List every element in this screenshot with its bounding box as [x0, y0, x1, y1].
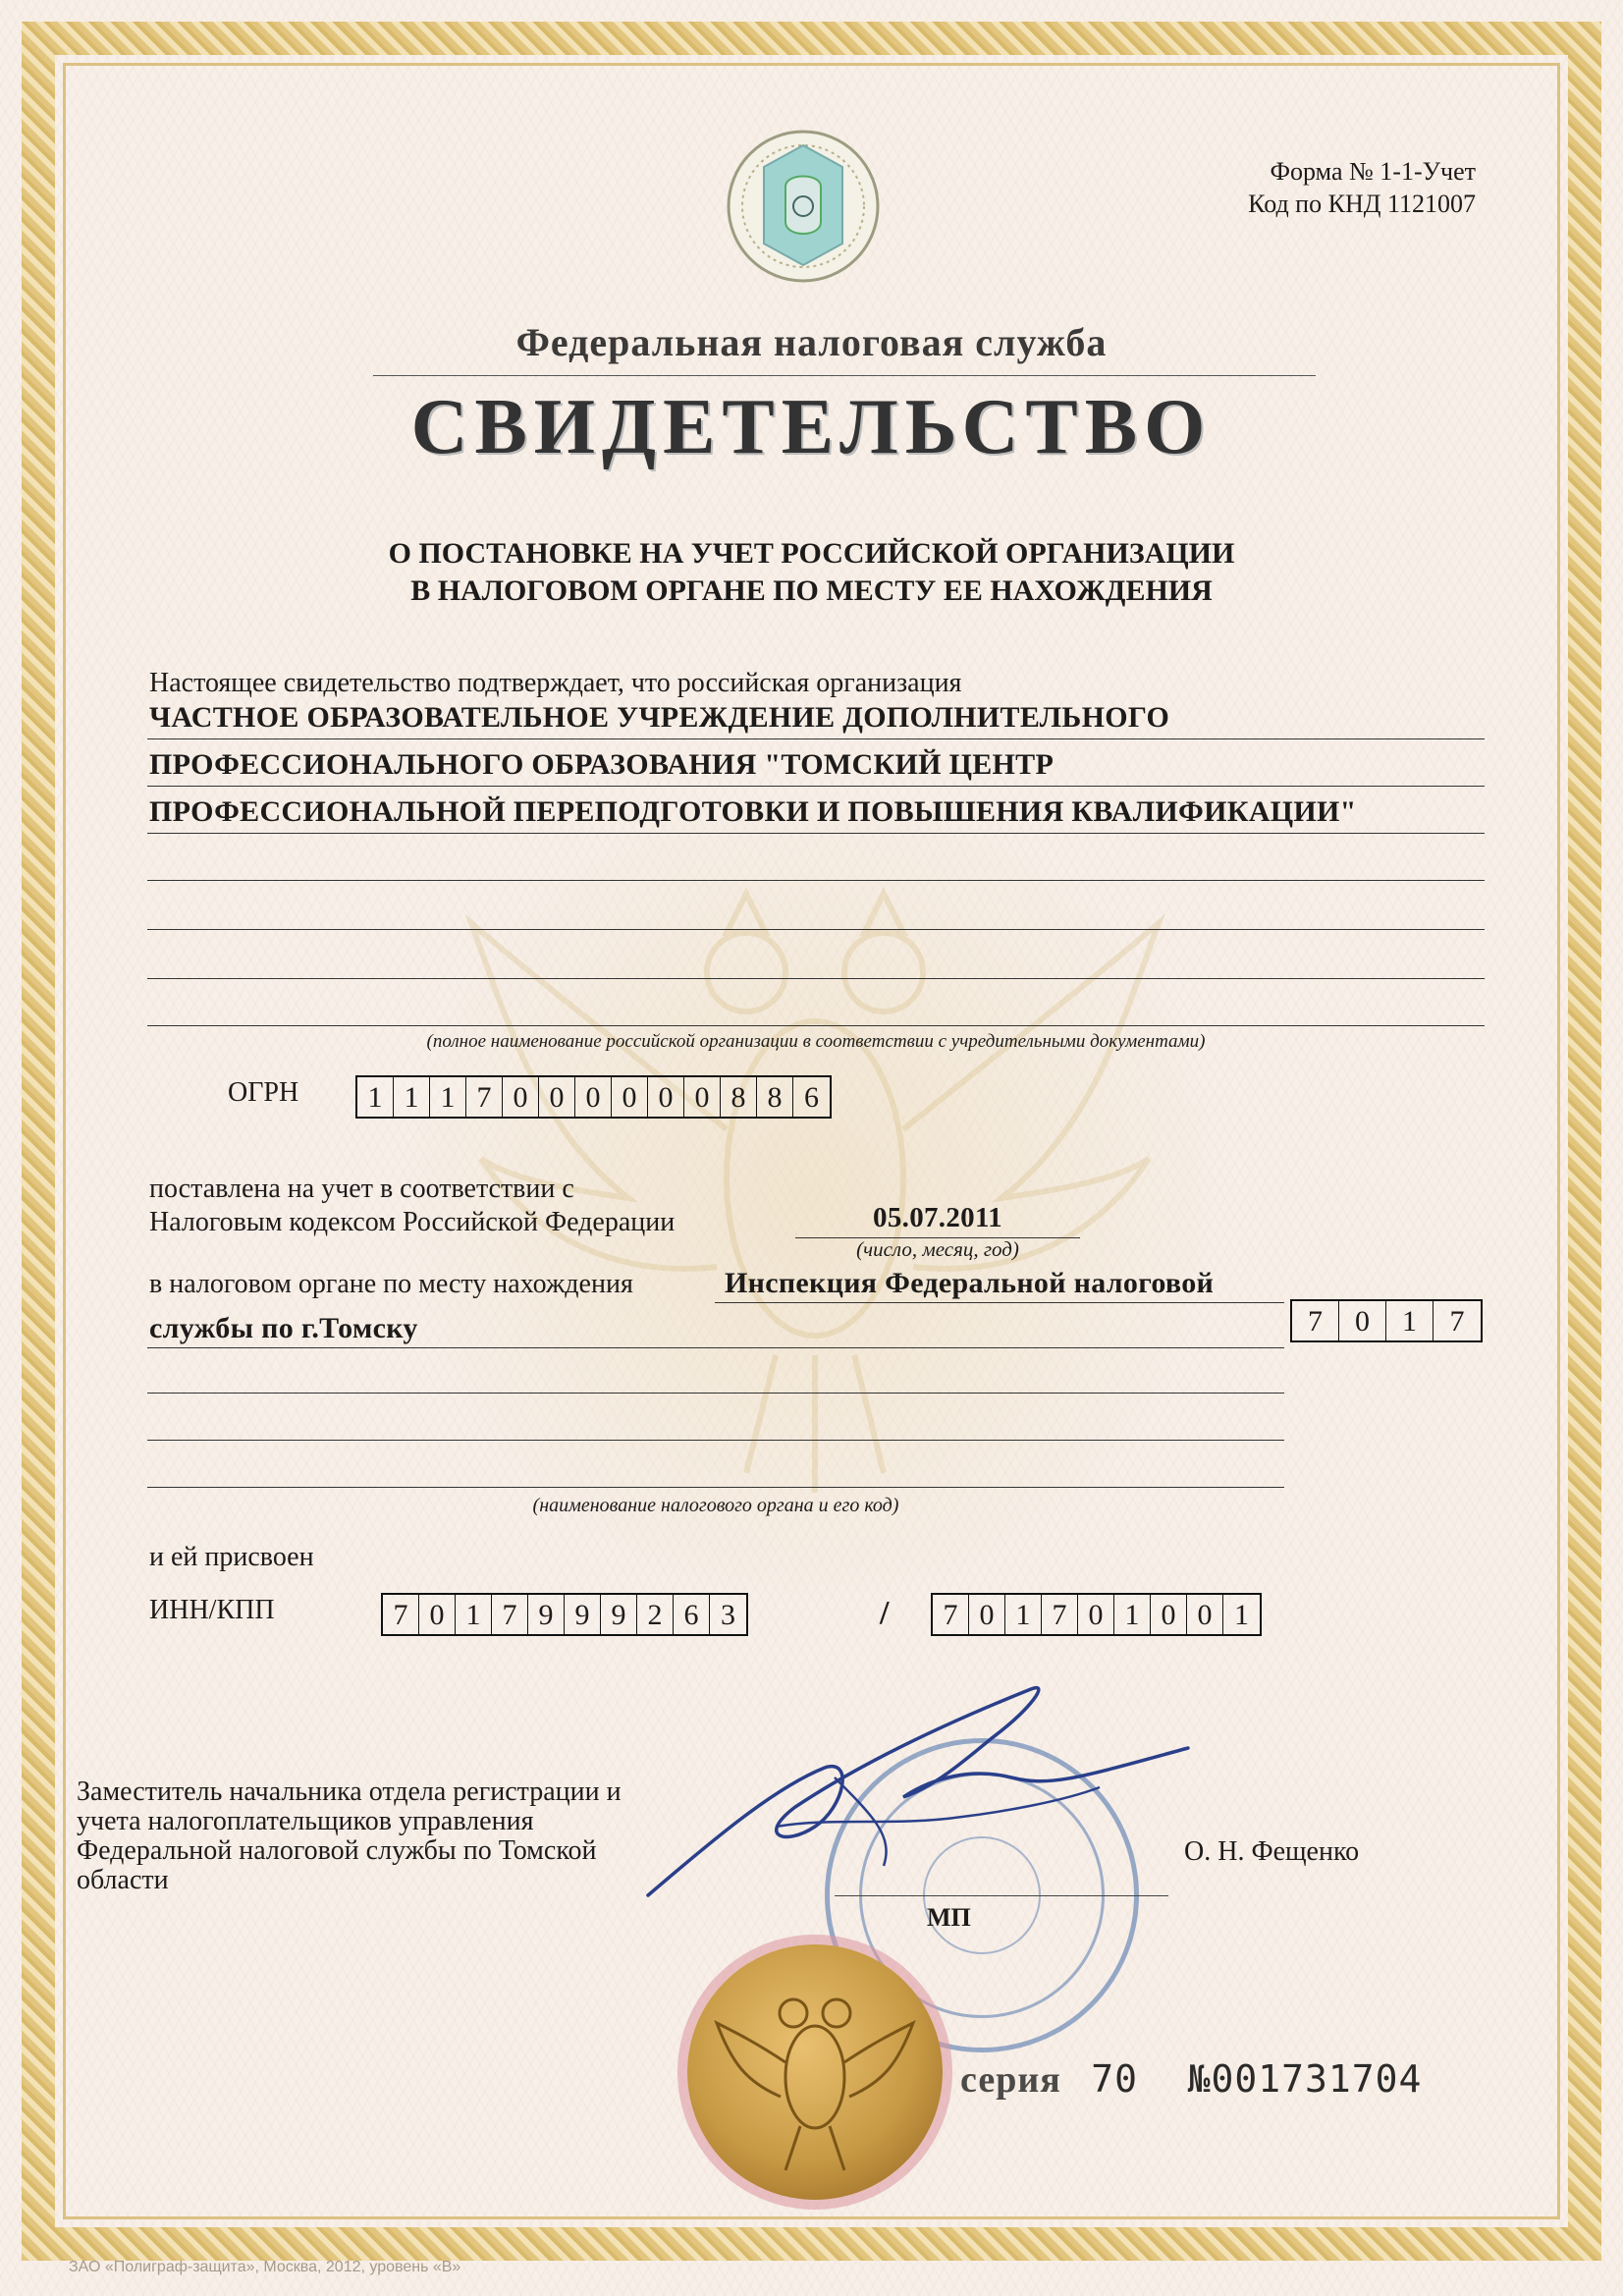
authority-code-digits [1290, 1299, 1483, 1342]
kpp-digit: 0 [1187, 1595, 1223, 1634]
org-line-7 [147, 1025, 1485, 1026]
authority-code-digit: 7 [1449, 1305, 1465, 1338]
authority-caption: (наименование налогового органа и его код) [532, 1495, 899, 1516]
registration-line-2: Налоговым кодексом Российской Федерации [149, 1207, 676, 1237]
inn-digits [381, 1593, 748, 1636]
authority-code-digit: 1 [1386, 1301, 1434, 1340]
org-line-6 [147, 978, 1485, 979]
org-line-4 [147, 880, 1485, 881]
fns-emblem-icon [725, 128, 882, 285]
org-line-1 [147, 738, 1485, 739]
knd-code: Код по КНД 1121007 [1248, 190, 1476, 218]
subtitle-line-1: О ПОСТАНОВКЕ НА УЧЕТ РОССИЙСКОЙ ОРГАНИЗАЦИИ [388, 537, 1235, 570]
registration-line-1: поставлена на учет в соответствии с [149, 1174, 574, 1204]
ogrn-digit: 0 [575, 1077, 612, 1117]
kpp-digit: 1 [1114, 1595, 1151, 1634]
kpp-digit: 7 [933, 1595, 969, 1634]
authority-underline-4 [147, 1440, 1284, 1441]
kpp-digit: 7 [1042, 1595, 1078, 1634]
service-underline [373, 375, 1316, 376]
inn-digit: 9 [528, 1595, 565, 1634]
org-line-5 [147, 929, 1485, 930]
org-name-line-2: ПРОФЕССИОНАЛЬНОГО ОБРАЗОВАНИЯ "ТОМСКИЙ ЦЕНТР [149, 748, 1055, 781]
authority-code-digit: 7 [1292, 1301, 1339, 1340]
inn-digit: 6 [674, 1595, 710, 1634]
authority-prefix: в налоговом органе по месту нахождения [149, 1269, 633, 1299]
org-name-line-3: ПРОФЕССИОНАЛЬНОЙ ПЕРЕПОДГОТОВКИ И ПОВЫШЕНИЯ КВАЛИФИКАЦИИ" [149, 795, 1357, 828]
inn-digit: 7 [492, 1595, 528, 1634]
authority-underline-5 [147, 1487, 1284, 1488]
kpp-digit: 1 [1005, 1595, 1042, 1634]
authority-line-1: Инспекция Федеральной налоговой [725, 1267, 1215, 1299]
org-line-2 [147, 786, 1485, 787]
ogrn-digit: 1 [394, 1077, 430, 1117]
authority-underline-2 [147, 1347, 1284, 1348]
inn-digit: 1 [456, 1595, 492, 1634]
signatory-position-line-1: Заместитель начальника отдела регистрации и [77, 1777, 622, 1807]
ogrn-label: ОГРН [228, 1077, 299, 1108]
signature-line [835, 1895, 1168, 1896]
signature-icon [638, 1669, 1208, 1905]
intro-text: Настоящее свидетельство подтверждает, что российская организация [149, 668, 962, 698]
ogrn-digit: 1 [357, 1077, 394, 1117]
seal-eagle-icon [687, 1944, 943, 2200]
subtitle-line-2: В НАЛОГОВОМ ОРГАНЕ ПО МЕСТУ ЕЕ НАХОЖДЕНИЯ [410, 574, 1213, 607]
printer-imprint: ЗАО «Полиграф-защита», Москва, 2012, уровень «В» [69, 2259, 461, 2275]
mp-label: МП [927, 1903, 971, 1932]
inn-kpp-label: ИНН/КПП [149, 1595, 275, 1625]
document-subtitle [0, 535, 1623, 610]
registration-date: 05.07.2011 [873, 1202, 1002, 1233]
kpp-digit: 0 [969, 1595, 1005, 1634]
authority-underline-1 [715, 1302, 1284, 1303]
gold-seal-icon [687, 1944, 943, 2200]
org-caption: (полное наименование российской организации в соответствии с учредительными документами) [426, 1031, 1206, 1052]
authority-underline-3 [147, 1393, 1284, 1394]
authority-code-digit: 0 [1339, 1301, 1386, 1340]
inn-digit: 9 [601, 1595, 637, 1634]
eagle-watermark-icon [452, 805, 1178, 1512]
ogrn-digit: 0 [503, 1077, 539, 1117]
ogrn-digit: 6 [804, 1081, 819, 1114]
inn-kpp-separator: / [880, 1595, 890, 1631]
org-line-3 [147, 833, 1485, 834]
service-name: Федеральная налоговая служба [515, 320, 1108, 364]
form-number-block [1248, 155, 1476, 220]
ogrn-digits [355, 1075, 832, 1119]
authority-line-2: службы по г.Томску [149, 1312, 418, 1344]
signatory-position-line-4: области [77, 1865, 169, 1895]
org-name-line-1: ЧАСТНОЕ ОБРАЗОВАТЕЛЬНОЕ УЧРЕЖДЕНИЕ ДОПОЛНИТЕЛЬНОГО [149, 701, 1170, 734]
kpp-digits [931, 1593, 1262, 1636]
kpp-digit: 0 [1151, 1595, 1187, 1634]
serial-series: 70 [1091, 2057, 1139, 2101]
serial-label: серия [960, 2059, 1061, 2101]
ogrn-digit: 1 [430, 1077, 466, 1117]
ogrn-digit: 7 [466, 1077, 503, 1117]
signatory-position [77, 1777, 622, 1895]
date-caption: (число, месяц, год) [856, 1237, 1019, 1261]
serial-number: №001731704 [1187, 2057, 1423, 2101]
assigned-text: и ей присвоен [149, 1542, 314, 1572]
ogrn-digit: 8 [721, 1077, 757, 1117]
inn-digit: 2 [637, 1595, 674, 1634]
form-number: Форма № 1-1-Учет [1270, 157, 1476, 186]
ogrn-digit: 0 [684, 1077, 721, 1117]
signatory-name: О. Н. Фещенко [1184, 1836, 1360, 1867]
ogrn-digit: 0 [539, 1077, 575, 1117]
ogrn-digit: 0 [648, 1077, 684, 1117]
inn-digit: 3 [721, 1599, 735, 1631]
inn-digit: 9 [565, 1595, 601, 1634]
ogrn-digit: 0 [612, 1077, 648, 1117]
serial-block [960, 2057, 1422, 2102]
signatory-position-line-2: учета налогоплательщиков управления [77, 1806, 534, 1836]
signatory-position-line-3: Федеральной налоговой службы по Томской [77, 1835, 597, 1866]
kpp-digit: 0 [1078, 1595, 1114, 1634]
ogrn-digit: 8 [757, 1077, 793, 1117]
inn-digit: 7 [383, 1595, 419, 1634]
inn-digit: 0 [419, 1595, 456, 1634]
kpp-digit: 1 [1234, 1599, 1249, 1631]
document-title: СВИДЕТЕЛЬСТВО [410, 384, 1213, 470]
